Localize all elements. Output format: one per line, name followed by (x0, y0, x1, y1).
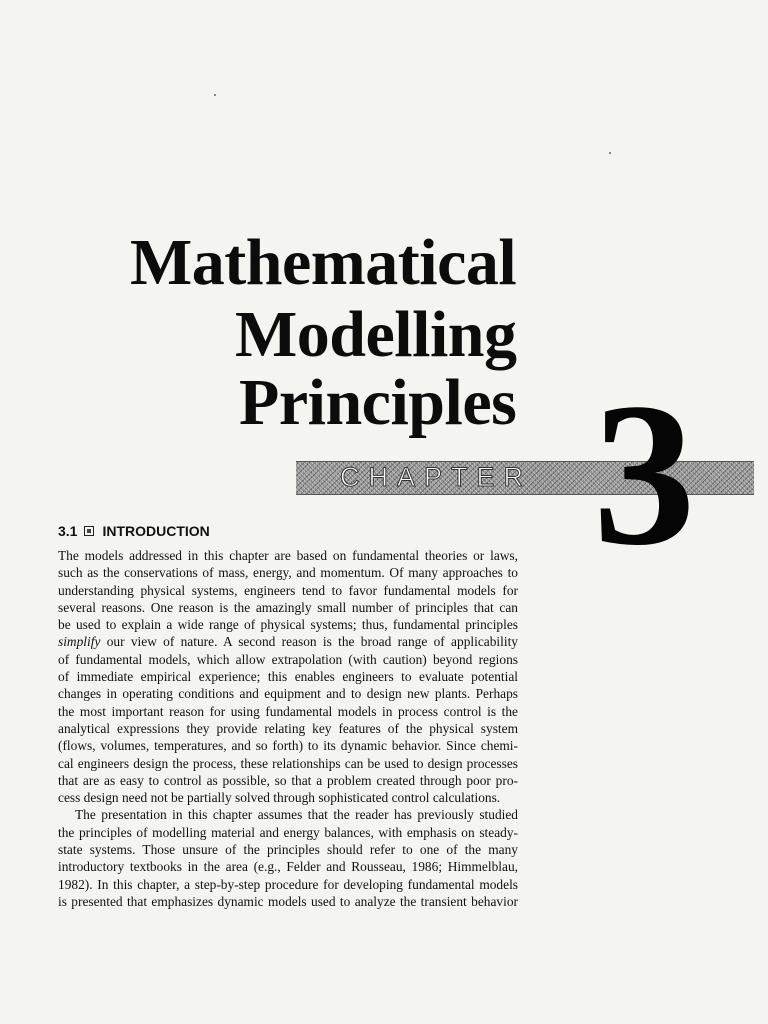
scan-speck (609, 152, 611, 154)
chapter-title-line-2: Modelling (235, 298, 517, 371)
scan-speck (214, 94, 216, 96)
paragraph-line-emphasis: simplify our view of nature. A second reason is the broad range of applicability (58, 634, 518, 650)
paragraph-line: of immediate empirical experience; this enables engineers to evaluate potential (58, 669, 518, 685)
chapter-number: 3 (593, 361, 696, 588)
paragraph-line: cess design need not be partially solved through sophisticated control calculations. (58, 790, 501, 806)
paragraph-line: (flows, volumes, temperatures, and so forth) to its dynamic behavior. Since chemi- (58, 738, 518, 754)
paragraph-line: is presented that emphasizes dynamic models used to analyze the transient behavior (58, 893, 518, 909)
paragraph-line: The models addressed in this chapter are based on fundamental theories or laws, (58, 548, 518, 563)
paragraph-line: introductory textbooks in the area (e.g., Felder and Rousseau, 1986; Himmelblau, (58, 859, 518, 875)
paragraph-line: be used to explain a wide range of physical systems; thus, fundamental principles (58, 617, 518, 633)
body-text (58, 547, 518, 910)
paragraph-line: several reasons. One reason is the amazingly small number of principles that can (58, 599, 518, 615)
paragraph-line: cal engineers design the process, these relationships can be used to design processes (58, 755, 518, 771)
paragraph-line: such as the conservations of mass, energy, and momentum. Of many approaches to (58, 565, 518, 581)
paragraph-line: changes in operating conditions and equipment and to design new plants. Perhaps (58, 686, 518, 702)
section-title: INTRODUCTION (102, 523, 210, 539)
paragraph-line: of fundamental models, which allow extrapolation (with caution) beyond regions (58, 651, 518, 667)
paragraph-line: the most important reason for using fundamental models in process control is the (58, 703, 518, 719)
chapter-label: CHAPTER (340, 462, 533, 492)
emphasized-word: simplify (58, 634, 101, 650)
paragraph-line: analytical expressions they provide relating key features of the physical system (58, 720, 518, 736)
paragraph-line: understanding physical systems, engineers tend to favor fundamental models for (58, 582, 518, 598)
chapter-title-line-1: Mathematical (130, 226, 517, 299)
chapter-title-line-3: Principles (239, 366, 517, 439)
paragraph-line: The presentation in this chapter assumes that the reader has previously studied (75, 807, 518, 823)
paragraph-line: 1982). In this chapter, a step-by-step procedure for developing fundamental models (58, 876, 518, 892)
section-bullet-icon (84, 526, 94, 536)
paragraph-line: that are as easy to control as possible, so that a problem created through poor pro- (58, 772, 518, 788)
section-number: 3.1 (58, 523, 78, 539)
paragraph-line: the principles of modelling material and energy balances, with emphasis on steady- (58, 824, 518, 840)
paragraph-line: state systems. Those unsure of the principles should refer to one of the many (58, 842, 518, 858)
section-heading (58, 522, 210, 540)
